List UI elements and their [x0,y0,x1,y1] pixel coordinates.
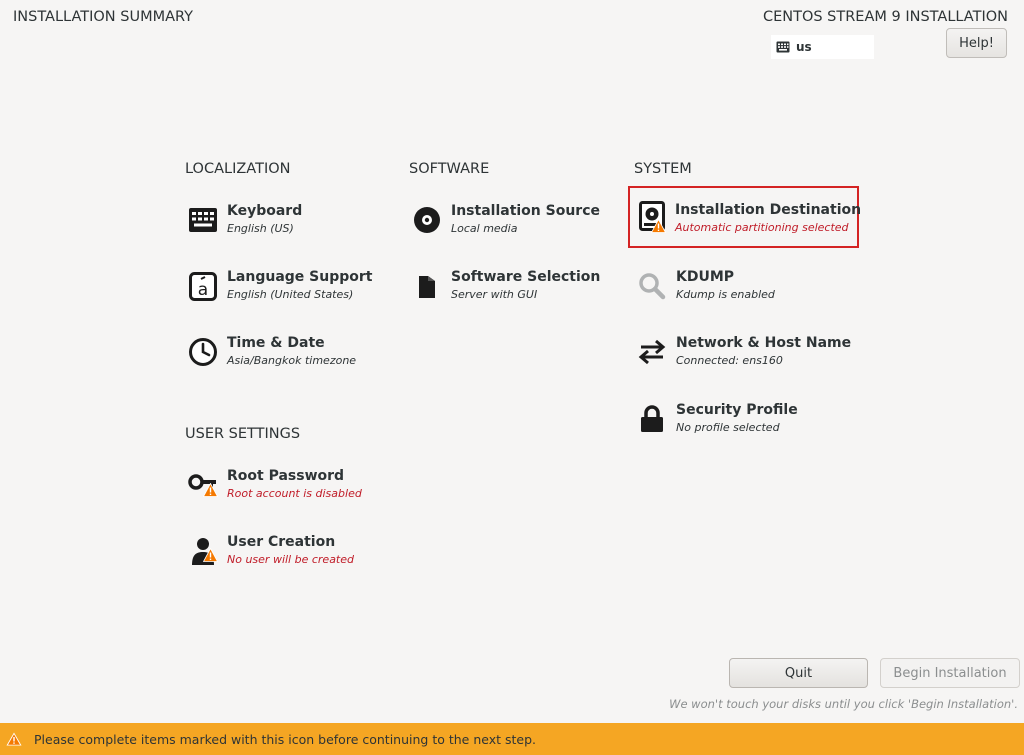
spoke-label: Root Password [227,468,345,484]
language-icon [188,271,218,301]
spoke-kdump[interactable] [634,267,849,313]
lock-icon [637,404,667,434]
spoke-label: Software Selection [451,269,601,285]
spoke-status: Kdump is enabled [676,288,775,301]
keyboard-layout-label: us [796,40,812,54]
warning-bar [0,723,1024,755]
spoke-label: Network & Host Name [676,335,852,351]
svg-text:a: a [197,280,209,300]
section-heading-user-settings: USER SETTINGS [185,426,301,442]
page-title: INSTALLATION SUMMARY [13,9,194,25]
spoke-root-password[interactable] [185,466,400,512]
warning-icon [651,219,666,233]
spoke-status: Root account is disabled [227,487,362,500]
spoke-status: No user will be created [227,553,354,566]
keyboard-icon [188,205,218,235]
spoke-label: KDUMP [676,269,735,285]
spoke-status: Asia/Bangkok timezone [227,354,357,367]
network-arrows-icon [637,337,667,367]
spoke-label: Keyboard [227,203,303,219]
search-icon [637,271,667,301]
product-title: CENTOS STREAM 9 INSTALLATION [762,9,1008,25]
spoke-installation-destination[interactable] [630,188,862,246]
spoke-user-creation[interactable] [185,532,400,578]
begin-installation-button[interactable]: Begin Installation [880,658,1020,688]
warning-icon [6,732,22,746]
help-button[interactable]: Help! [946,28,1007,58]
spoke-security-profile[interactable] [634,400,849,446]
spoke-installation-source[interactable] [409,201,624,247]
spoke-language-support[interactable] [185,267,400,313]
spoke-label: Installation Source [451,203,601,219]
spoke-label: Security Profile [676,402,798,418]
spoke-label: User Creation [227,534,336,550]
warning-icon [203,548,218,562]
spoke-software-selection[interactable] [409,267,624,313]
section-heading-system: SYSTEM [634,161,692,177]
section-heading-software: SOFTWARE [409,161,490,177]
package-icon [412,271,442,301]
spoke-label: Installation Destination [675,202,862,218]
clock-icon [188,337,218,367]
spoke-status: English (United States) [227,288,354,301]
warning-icon [203,483,218,497]
spoke-status: Connected: ens160 [676,354,783,367]
spoke-network-hostname[interactable] [634,333,852,379]
spoke-label: Time & Date [227,335,325,351]
spoke-status: Local media [451,222,518,235]
spoke-status: No profile selected [676,421,780,434]
spoke-status: Automatic partitioning selected [675,221,849,234]
warning-text: Please complete items marked with this icon before continuing to the next step. [34,731,537,747]
spoke-label: Language Support [227,269,373,285]
spoke-time-date[interactable] [185,333,400,379]
quit-button[interactable]: Quit [729,658,868,688]
section-heading-localization: LOCALIZATION [185,161,291,177]
spoke-status: Server with GUI [451,288,538,301]
spoke-status: English (US) [227,222,294,235]
keyboard-layout-indicator[interactable] [771,35,874,59]
keyboard-icon [776,41,790,53]
spoke-keyboard[interactable] [185,201,400,247]
disk-note: We won't touch your disks until you click 'Begin Installation'. [669,697,1018,711]
disc-icon [412,205,442,235]
